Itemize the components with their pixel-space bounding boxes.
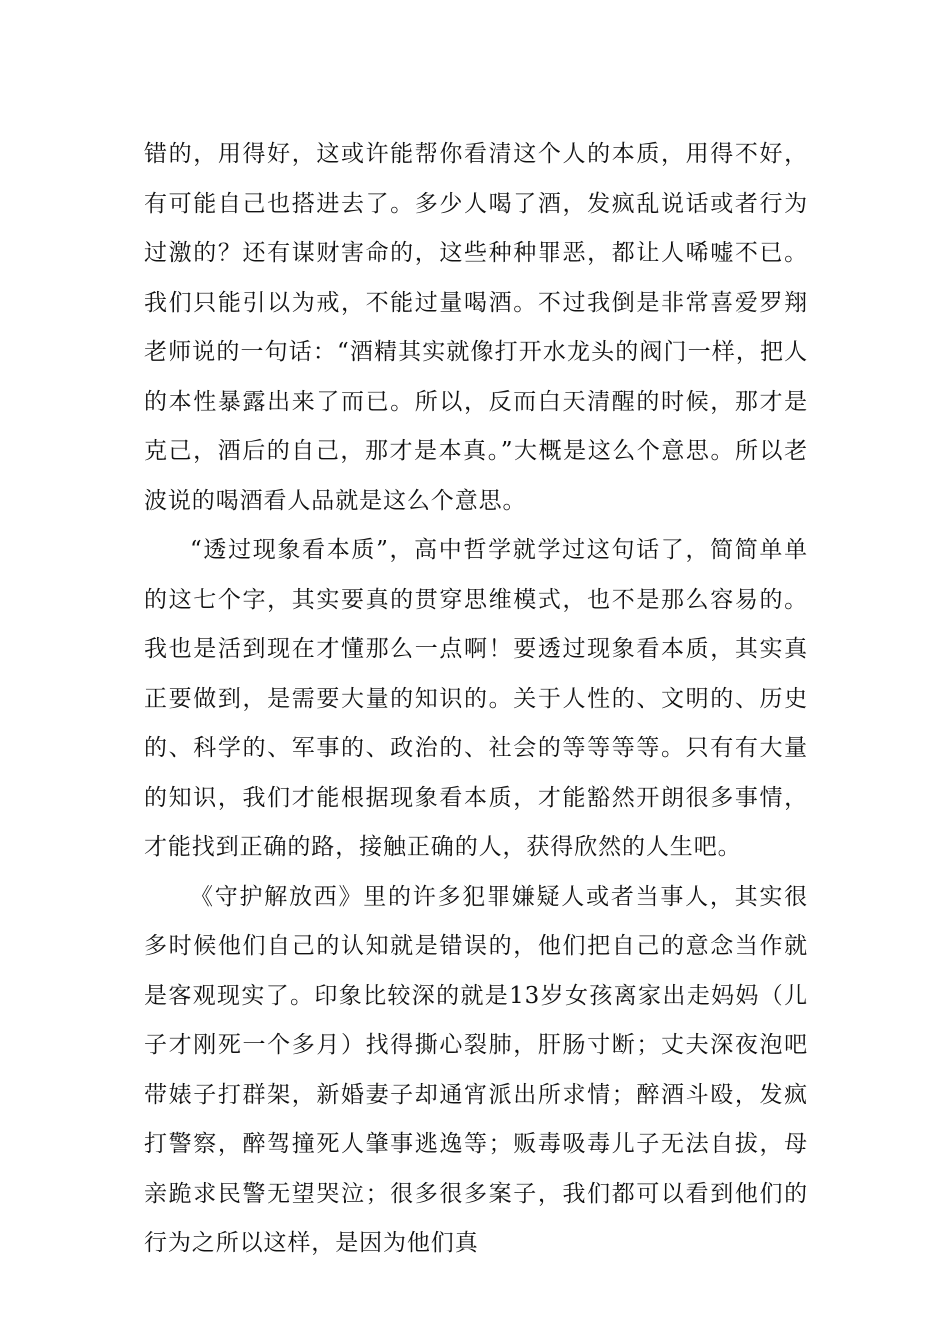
document-body	[144, 130, 808, 1269]
paragraph-1: 错的，用得好，这或许能帮你看清这个人的本质，用得不好，有可能自己也搭进去了。多少人喝了酒，发疯乱说话或者行为过激的？还有谋财害命的，这些种种罪恶，都让人唏嘘不已。我们只能引以为戒，不能过量喝酒。不过我倒是非常喜爱罗翔老师说的一句话：“酒精其实就像打开水龙头的阀门一样，把人的本性暴露出来了而已。所以，反而白天清醒的时候，那才是克己，酒后的自己，那才是本真。”大概是这么个意思。所以老波说的喝酒看人品就是这么个意思。	[144, 141, 808, 514]
paragraph-3: 《守护解放西》里的许多犯罪嫌疑人或者当事人，其实很多时候他们自己的认知就是错误的，他们把自己的意念当作就是客观现实了。印象比较深的就是13岁女孩离家出走妈妈（儿子才刚死一个多月）找得撕心裂肺，肝肠寸断；丈夫深夜泡吧带婊子打群架，新婚妻子却通宵派出所求情；醉酒斗殴，发疯打警察，醉驾撞死人肇事逃逸等；贩毒吸毒儿子无法自拔，母亲跪求民警无望哭泣；很多很多案子，我们都可以看到他们的行为之所以这样，是因为他们真	[144, 883, 808, 1256]
paragraph-2: “透过现象看本质”，高中哲学就学过这句话了，简简单单的这七个字，其实要真的贯穿思维模式，也不是那么容易的。我也是活到现在才懂那么一点啊！要透过现象看本质，其实真正要做到，是需要大量的知识的。关于人性的、文明的、历史的、科学的、军事的、政治的、社会的等等等等。只有有大量的知识，我们才能根据现象看本质，才能豁然开朗很多事情，才能找到正确的路，接触正确的人，获得欣然的人生吧。	[144, 537, 808, 860]
